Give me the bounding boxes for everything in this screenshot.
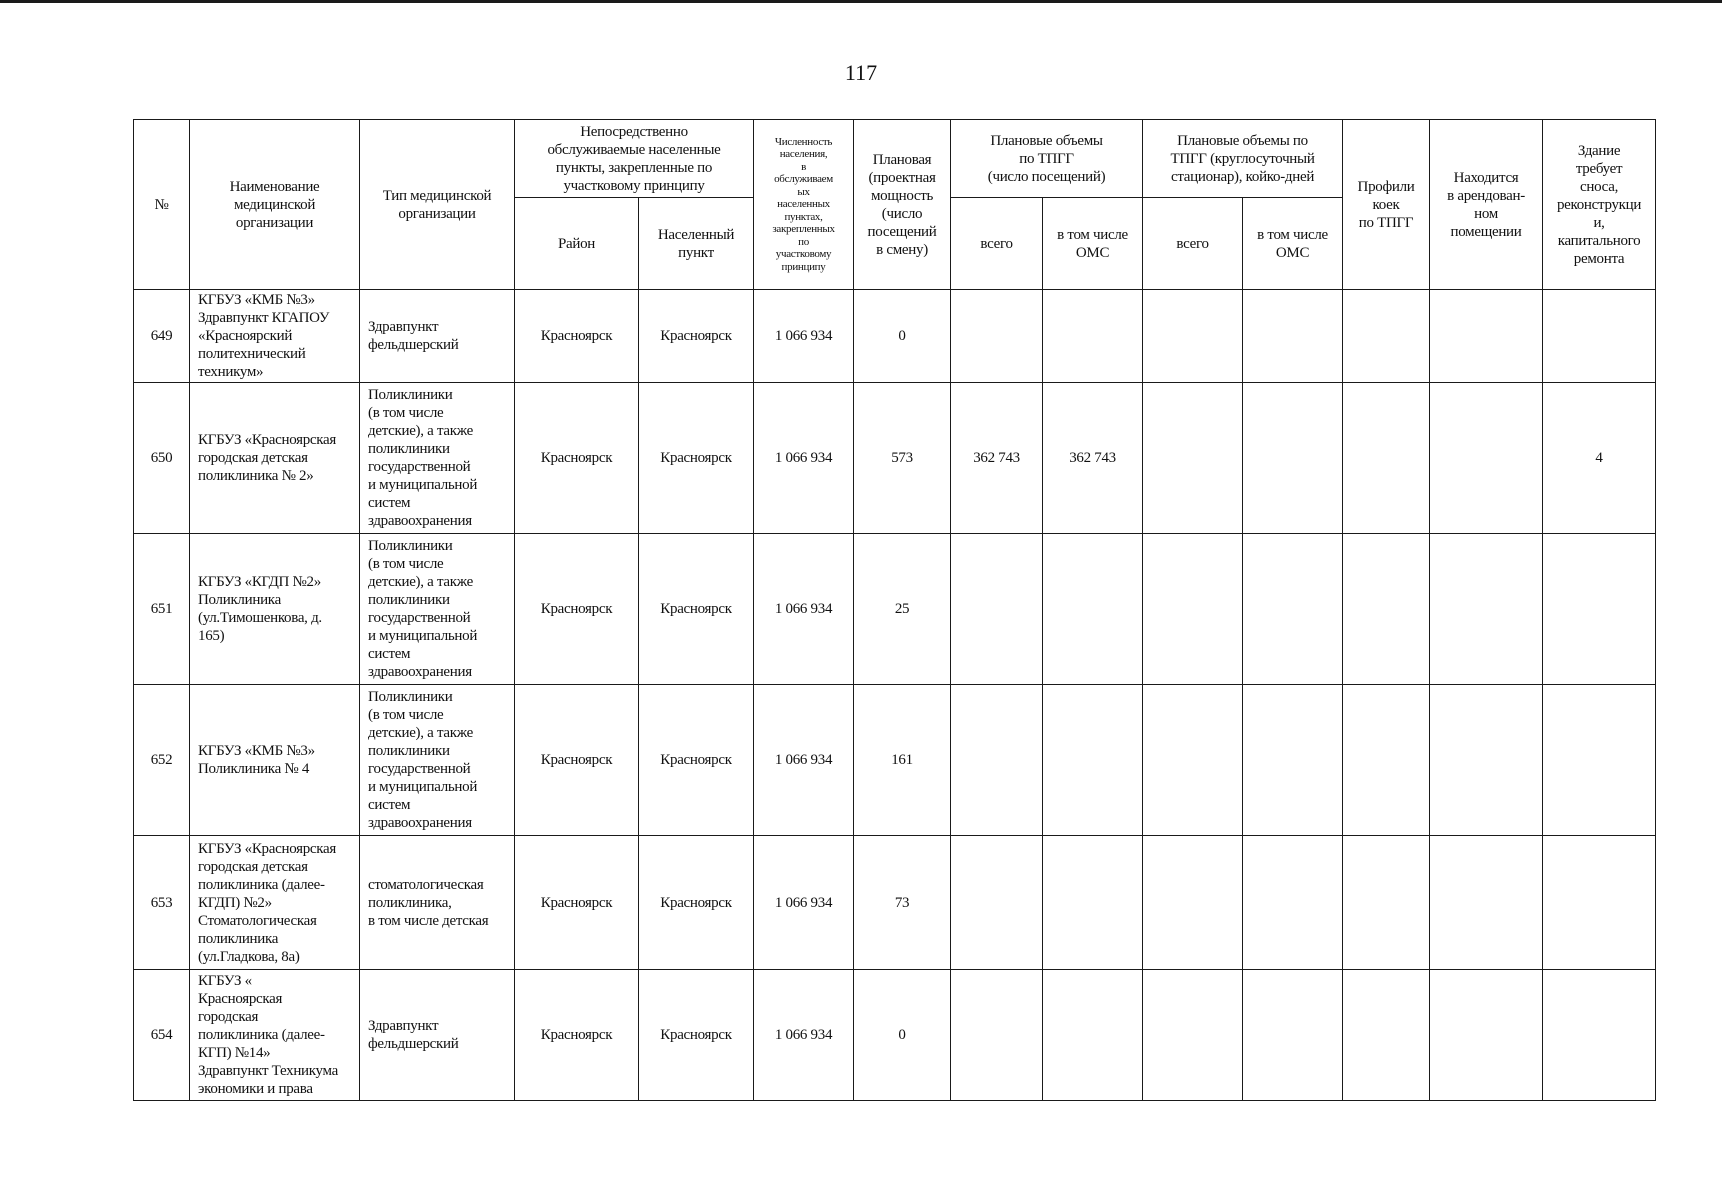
cell-visits-total — [951, 836, 1043, 970]
table-row — [134, 383, 1656, 534]
cell-beds-oms — [1243, 290, 1343, 383]
cell-building — [1543, 970, 1656, 1101]
cell-capacity: 0 — [854, 970, 951, 1101]
cell-district: Красноярск — [515, 685, 639, 836]
cell-visits-oms — [1043, 534, 1143, 685]
cell-organization-type: Здравпункт фельдшерский — [360, 970, 515, 1101]
header-planned-bed-days: Плановые объемы по ТПГГ (круглосуточный стационар), койко-дней — [1143, 120, 1343, 198]
header-visits-oms: в том числе ОМС — [1043, 198, 1143, 290]
header-beds-oms: в том числе ОМС — [1243, 198, 1343, 290]
cell-bed-profiles — [1343, 836, 1430, 970]
table-row — [134, 970, 1656, 1101]
cell-settlement: Красноярск — [639, 685, 754, 836]
cell-rented — [1430, 383, 1543, 534]
cell-capacity: 161 — [854, 685, 951, 836]
cell-population: 1 066 934 — [754, 290, 854, 383]
header-settlement: Населенный пункт — [639, 198, 754, 290]
cell-visits-oms — [1043, 836, 1143, 970]
cell-visits-oms — [1043, 970, 1143, 1101]
cell-rented — [1430, 290, 1543, 383]
cell-number: 650 — [134, 383, 190, 534]
cell-district: Красноярск — [515, 836, 639, 970]
table-row — [134, 290, 1656, 383]
cell-beds-total — [1143, 685, 1243, 836]
cell-number: 649 — [134, 290, 190, 383]
cell-beds-oms — [1243, 383, 1343, 534]
cell-district: Красноярск — [515, 290, 639, 383]
cell-organization-type: Здравпункт фельдшерский — [360, 290, 515, 383]
cell-bed-profiles — [1343, 383, 1430, 534]
header-beds-total: всего — [1143, 198, 1243, 290]
cell-bed-profiles — [1343, 970, 1430, 1101]
cell-organization-name: КГБУЗ «КМБ №3» Здравпункт КГАПОУ «Красноярский политехнический техникум» — [190, 290, 360, 383]
cell-organization-name: КГБУЗ «КМБ №3» Поликлиника № 4 — [190, 685, 360, 836]
cell-population: 1 066 934 — [754, 685, 854, 836]
cell-settlement: Красноярск — [639, 534, 754, 685]
cell-building — [1543, 534, 1656, 685]
cell-visits-total — [951, 290, 1043, 383]
cell-rented — [1430, 836, 1543, 970]
cell-population: 1 066 934 — [754, 836, 854, 970]
cell-district: Красноярск — [515, 970, 639, 1101]
cell-number: 652 — [134, 685, 190, 836]
cell-building: 4 — [1543, 383, 1656, 534]
cell-beds-oms — [1243, 970, 1343, 1101]
header-organization-type: Тип медицинской организации — [360, 120, 515, 290]
header-planned-capacity: Плановая (проектная мощность (число посещений в смену) — [854, 120, 951, 290]
header-bed-profiles: Профили коек по ТПГГ — [1343, 120, 1430, 290]
cell-rented — [1430, 534, 1543, 685]
cell-beds-oms — [1243, 836, 1343, 970]
cell-population: 1 066 934 — [754, 383, 854, 534]
cell-bed-profiles — [1343, 685, 1430, 836]
cell-rented — [1430, 970, 1543, 1101]
cell-beds-total — [1143, 970, 1243, 1101]
cell-organization-type: Поликлиники (в том числе детские), а также поликлиники государственной и муниципальной систем здравоохранения — [360, 383, 515, 534]
cell-number: 651 — [134, 534, 190, 685]
cell-building — [1543, 836, 1656, 970]
medical-organizations-table — [133, 119, 1656, 1101]
cell-visits-oms — [1043, 290, 1143, 383]
cell-number: 654 — [134, 970, 190, 1101]
header-planned-visits: Плановые объемы по ТПГГ (число посещений) — [951, 120, 1143, 198]
cell-visits-total — [951, 970, 1043, 1101]
cell-organization-type: Поликлиники (в том числе детские), а также поликлиники государственной и муниципальной систем здравоохранения — [360, 685, 515, 836]
cell-beds-oms — [1243, 534, 1343, 685]
cell-district: Красноярск — [515, 534, 639, 685]
page-top-edge — [0, 0, 1722, 3]
cell-rented — [1430, 685, 1543, 836]
cell-visits-oms: 362 743 — [1043, 383, 1143, 534]
cell-beds-total — [1143, 290, 1243, 383]
cell-number: 653 — [134, 836, 190, 970]
header-population: Численность населения, в обслуживаем ых населенных пунктах, закрепленных по участковому принципу — [754, 120, 854, 290]
cell-organization-name: КГБУЗ «Красноярская городская детская поликлиника № 2» — [190, 383, 360, 534]
cell-district: Красноярск — [515, 383, 639, 534]
header-visits-total: всего — [951, 198, 1043, 290]
header-rented-premises: Находится в арендован- ном помещении — [1430, 120, 1543, 290]
header-organization-name: Наименование медицинской организации — [190, 120, 360, 290]
cell-settlement: Красноярск — [639, 290, 754, 383]
cell-organization-name: КГБУЗ «КГДП №2» Поликлиника (ул.Тимошенкова, д. 165) — [190, 534, 360, 685]
cell-beds-total — [1143, 534, 1243, 685]
cell-bed-profiles — [1343, 534, 1430, 685]
cell-settlement: Красноярск — [639, 970, 754, 1101]
cell-settlement: Красноярск — [639, 836, 754, 970]
page-number: 117 — [844, 60, 878, 85]
cell-beds-total — [1143, 836, 1243, 970]
cell-organization-name: КГБУЗ «Красноярская городская детская поликлиника (далее- КГДП) №2» Стоматологическая поликлиника (ул.Гладкова, 8а) — [190, 836, 360, 970]
header-number: № — [134, 120, 190, 290]
cell-population: 1 066 934 — [754, 970, 854, 1101]
header-building-repair: Здание требует сноса, реконструкци и, капитального ремонта — [1543, 120, 1656, 290]
cell-capacity: 73 — [854, 836, 951, 970]
cell-beds-oms — [1243, 685, 1343, 836]
cell-organization-type: стоматологическая поликлиника, в том числе детская — [360, 836, 515, 970]
cell-organization-type: Поликлиники (в том числе детские), а также поликлиники государственной и муниципальной систем здравоохранения — [360, 534, 515, 685]
cell-bed-profiles — [1343, 290, 1430, 383]
table-row — [134, 534, 1656, 685]
cell-capacity: 25 — [854, 534, 951, 685]
cell-organization-name: КГБУЗ « Красноярская городская поликлиника (далее- КГП) №14» Здравпункт Техникума экономики и права — [190, 970, 360, 1101]
cell-beds-total — [1143, 383, 1243, 534]
cell-population: 1 066 934 — [754, 534, 854, 685]
cell-building — [1543, 685, 1656, 836]
cell-visits-oms — [1043, 685, 1143, 836]
header-district: Район — [515, 198, 639, 290]
cell-visits-total: 362 743 — [951, 383, 1043, 534]
cell-visits-total — [951, 685, 1043, 836]
cell-settlement: Красноярск — [639, 383, 754, 534]
cell-building — [1543, 290, 1656, 383]
cell-capacity: 573 — [854, 383, 951, 534]
cell-capacity: 0 — [854, 290, 951, 383]
header-served-settlements: Непосредственно обслуживаемые населенные пункты, закрепленные по участковому принципу — [515, 120, 754, 198]
table-row — [134, 685, 1656, 836]
cell-visits-total — [951, 534, 1043, 685]
table-row — [134, 836, 1656, 970]
